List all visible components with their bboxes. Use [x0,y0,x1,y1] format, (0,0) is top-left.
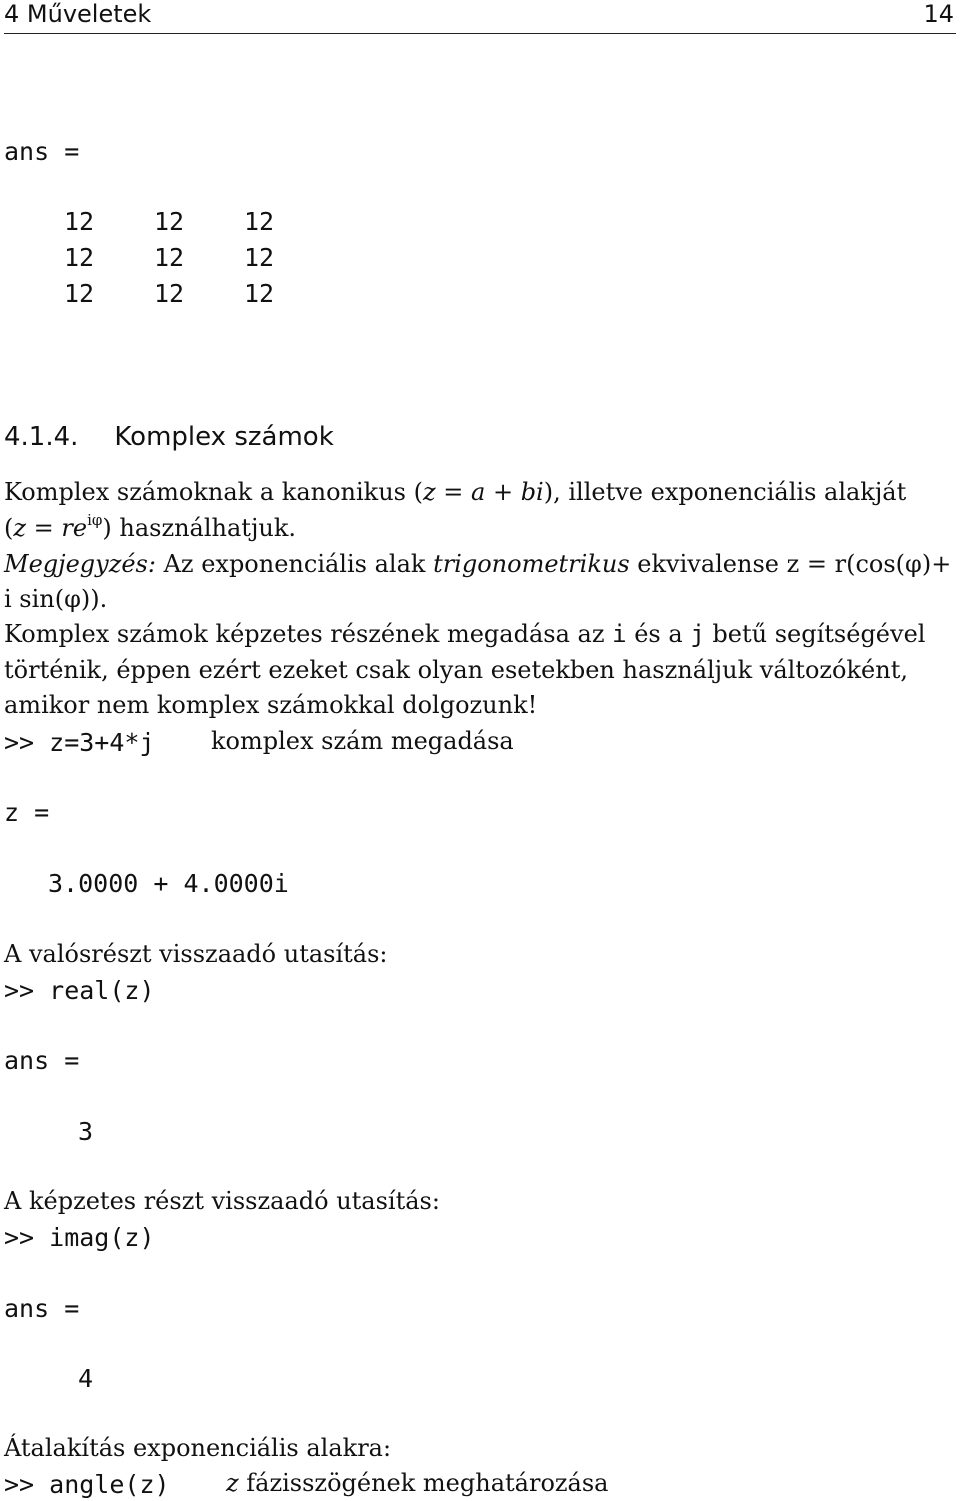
math-variable: z [226,1469,239,1497]
command-line: >> angle(z) [4,1470,170,1499]
matrix-cell: 12 [64,243,95,272]
note-line2: i sin(φ)). [4,585,108,613]
text: betű segítségével [712,620,926,648]
note-line1 [4,550,951,578]
note-label: Megjegyzés: [4,550,156,578]
text: ( [4,514,14,542]
ans-label: ans = [4,1046,80,1075]
matrix-cell: 12 [244,279,275,308]
imag-description: A képzetes részt visszaadó utasítás: [4,1187,440,1215]
command-line: >> z=3+4*j [4,728,155,757]
inline-code: j [690,620,705,648]
chapter-header: 4 Műveletek [4,0,152,28]
output-value: 3.0000 + 4.0000i [48,869,289,898]
matrix-cell: 12 [154,243,185,272]
para2-line1 [4,620,925,648]
page-number: 14 [923,0,954,28]
matrix-cell: 12 [244,207,275,236]
text: ) használhatjuk. [102,514,297,542]
command-comment: komplex szám megadása [211,727,514,755]
math-expression: z = a + bi [423,478,544,506]
text: Az exponenciális alak [155,550,434,578]
text: fázisszögének meghatározása [238,1469,609,1497]
ans-label: ans = [4,137,80,166]
para1-line1 [4,478,906,506]
text: ), illetve exponenciális alakját [543,478,907,506]
ans-label: ans = [4,1294,80,1323]
matrix-cell: 12 [64,207,95,236]
output-label: z = [4,798,50,827]
output-value: 4 [78,1364,94,1393]
section-number: 4.1.4. [4,422,79,452]
matrix-cell: 12 [154,207,185,236]
math-expression: z = r(cos(φ)+ [786,550,952,578]
inline-code: i [612,620,627,648]
matrix-cell: 12 [64,279,95,308]
para2-line2: történik, éppen ezért ezeket csak olyan esetekben használjuk változóként, [4,656,908,684]
real-description: A valósrészt visszaadó utasítás: [4,940,388,968]
section-heading [4,422,334,452]
command-comment [226,1469,608,1497]
section-title: Komplex számok [114,422,334,452]
matrix-cell: 12 [154,279,185,308]
angle-description: Átalakítás exponenciális alakra: [4,1434,392,1462]
para2-line3: amikor nem komplex számokkal dolgozunk! [4,691,538,719]
text: Komplex számoknak a kanonikus ( [4,478,423,506]
matrix-cell: 12 [244,243,275,272]
math-expression: z = re [13,514,88,542]
math-superscript: iφ [87,511,103,529]
text: Komplex számok képzetes részének megadása az [4,620,605,648]
output-value: 3 [78,1117,94,1146]
para1-line2 [4,511,297,542]
emphasis: trigonometrikus [433,550,630,578]
command-line: >> imag(z) [4,1223,155,1252]
command-line: >> real(z) [4,976,155,1005]
text: ekvivalense [629,550,787,578]
header-divider [4,33,956,34]
text: és a [634,620,683,648]
